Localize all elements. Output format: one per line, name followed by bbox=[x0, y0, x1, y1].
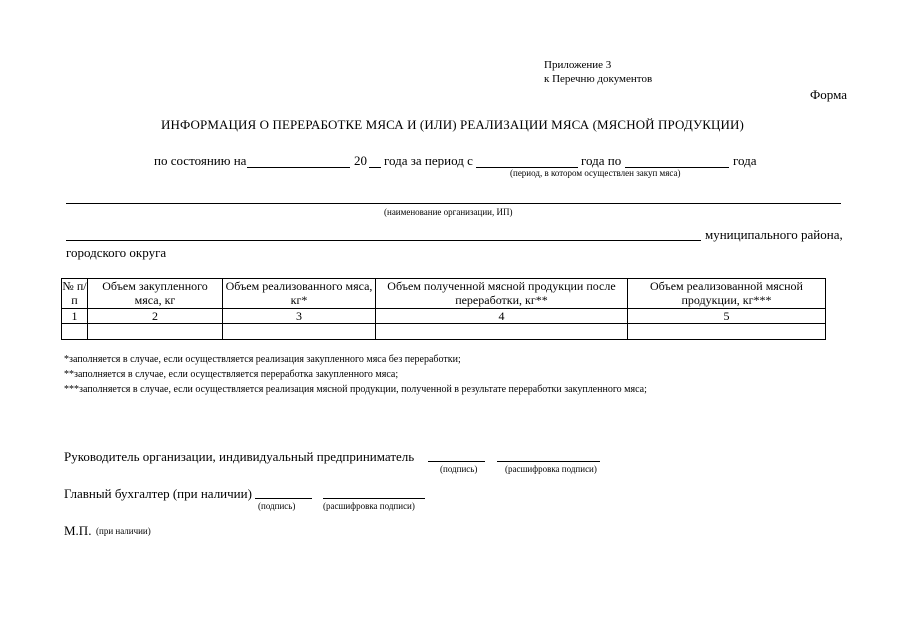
district-label: муниципального района, bbox=[705, 227, 843, 242]
accountant-decode-note: (расшифровка подписи) bbox=[323, 501, 415, 511]
period-from-label: года за период с bbox=[384, 153, 473, 168]
accountant-signature-label: Главный бухгалтер (при наличии) bbox=[64, 486, 252, 501]
date-field[interactable] bbox=[247, 167, 350, 168]
form-label: Форма bbox=[810, 87, 847, 102]
city-district-label: городского округа bbox=[66, 245, 167, 260]
appendix-reference: к Перечню документов bbox=[544, 73, 653, 85]
organization-name-field[interactable] bbox=[66, 203, 841, 204]
accountant-signature-field[interactable] bbox=[255, 498, 312, 499]
accountant-signature-note: (подпись) bbox=[258, 501, 296, 511]
district-name-field[interactable] bbox=[66, 240, 701, 241]
data-table bbox=[61, 278, 826, 340]
head-decode-field[interactable] bbox=[497, 461, 600, 462]
column-header: Объем закупленного мяса, кг bbox=[88, 279, 223, 309]
table-cell[interactable] bbox=[376, 324, 628, 340]
column-number: 5 bbox=[628, 309, 826, 324]
period-note: (период, в котором осуществлен закуп мяса) bbox=[510, 168, 681, 178]
stamp-label: М.П. bbox=[64, 523, 92, 538]
year-field[interactable] bbox=[369, 167, 381, 168]
stamp-note: (при наличии) bbox=[96, 526, 151, 536]
period-end-label: года bbox=[733, 153, 757, 168]
head-signature-field[interactable] bbox=[428, 461, 485, 462]
appendix-label: Приложение 3 bbox=[544, 59, 612, 71]
table-header-row bbox=[62, 279, 826, 309]
organization-note: (наименование организации, ИП) bbox=[384, 207, 513, 217]
column-header: № п/п bbox=[62, 279, 87, 307]
table-cell[interactable] bbox=[88, 324, 223, 340]
accountant-decode-field[interactable] bbox=[323, 498, 425, 499]
footnote: *заполняется в случае, если осуществляется реализация закупленного мяса без переработки; bbox=[64, 354, 461, 365]
column-header: Объем реализованного мяса, кг* bbox=[223, 279, 376, 309]
as-of-label: по состоянию на bbox=[154, 153, 247, 168]
table-cell[interactable] bbox=[62, 324, 88, 340]
year-prefix: 20 bbox=[354, 153, 367, 168]
column-number: 1 bbox=[62, 309, 88, 324]
column-header: Объем реализованной мясной продукции, кг*** bbox=[628, 279, 826, 309]
table-row[interactable] bbox=[62, 324, 826, 340]
footnote: ***заполняется в случае, если осуществляется реализация мясной продукции, полученной в результате переработки закупленного мяса; bbox=[64, 384, 647, 395]
table-cell[interactable] bbox=[223, 324, 376, 340]
column-number: 4 bbox=[376, 309, 628, 324]
table-cell[interactable] bbox=[628, 324, 826, 340]
column-header: Объем полученной мясной продукции после переработки, кг** bbox=[376, 279, 628, 309]
document-title: ИНФОРМАЦИЯ О ПЕРЕРАБОТКЕ МЯСА И (ИЛИ) РЕАЛИЗАЦИИ МЯСА (МЯСНОЙ ПРОДУКЦИИ) bbox=[161, 117, 744, 132]
head-signature-note: (подпись) bbox=[440, 464, 478, 474]
head-signature-label: Руководитель организации, индивидуальный предприниматель bbox=[64, 449, 415, 464]
table-number-row bbox=[62, 309, 826, 324]
period-to-label: года по bbox=[581, 153, 622, 168]
head-decode-note: (расшифровка подписи) bbox=[505, 464, 597, 474]
column-number: 3 bbox=[223, 309, 376, 324]
column-number: 2 bbox=[88, 309, 223, 324]
footnote: **заполняется в случае, если осуществляется переработка закупленного мяса; bbox=[64, 369, 399, 380]
